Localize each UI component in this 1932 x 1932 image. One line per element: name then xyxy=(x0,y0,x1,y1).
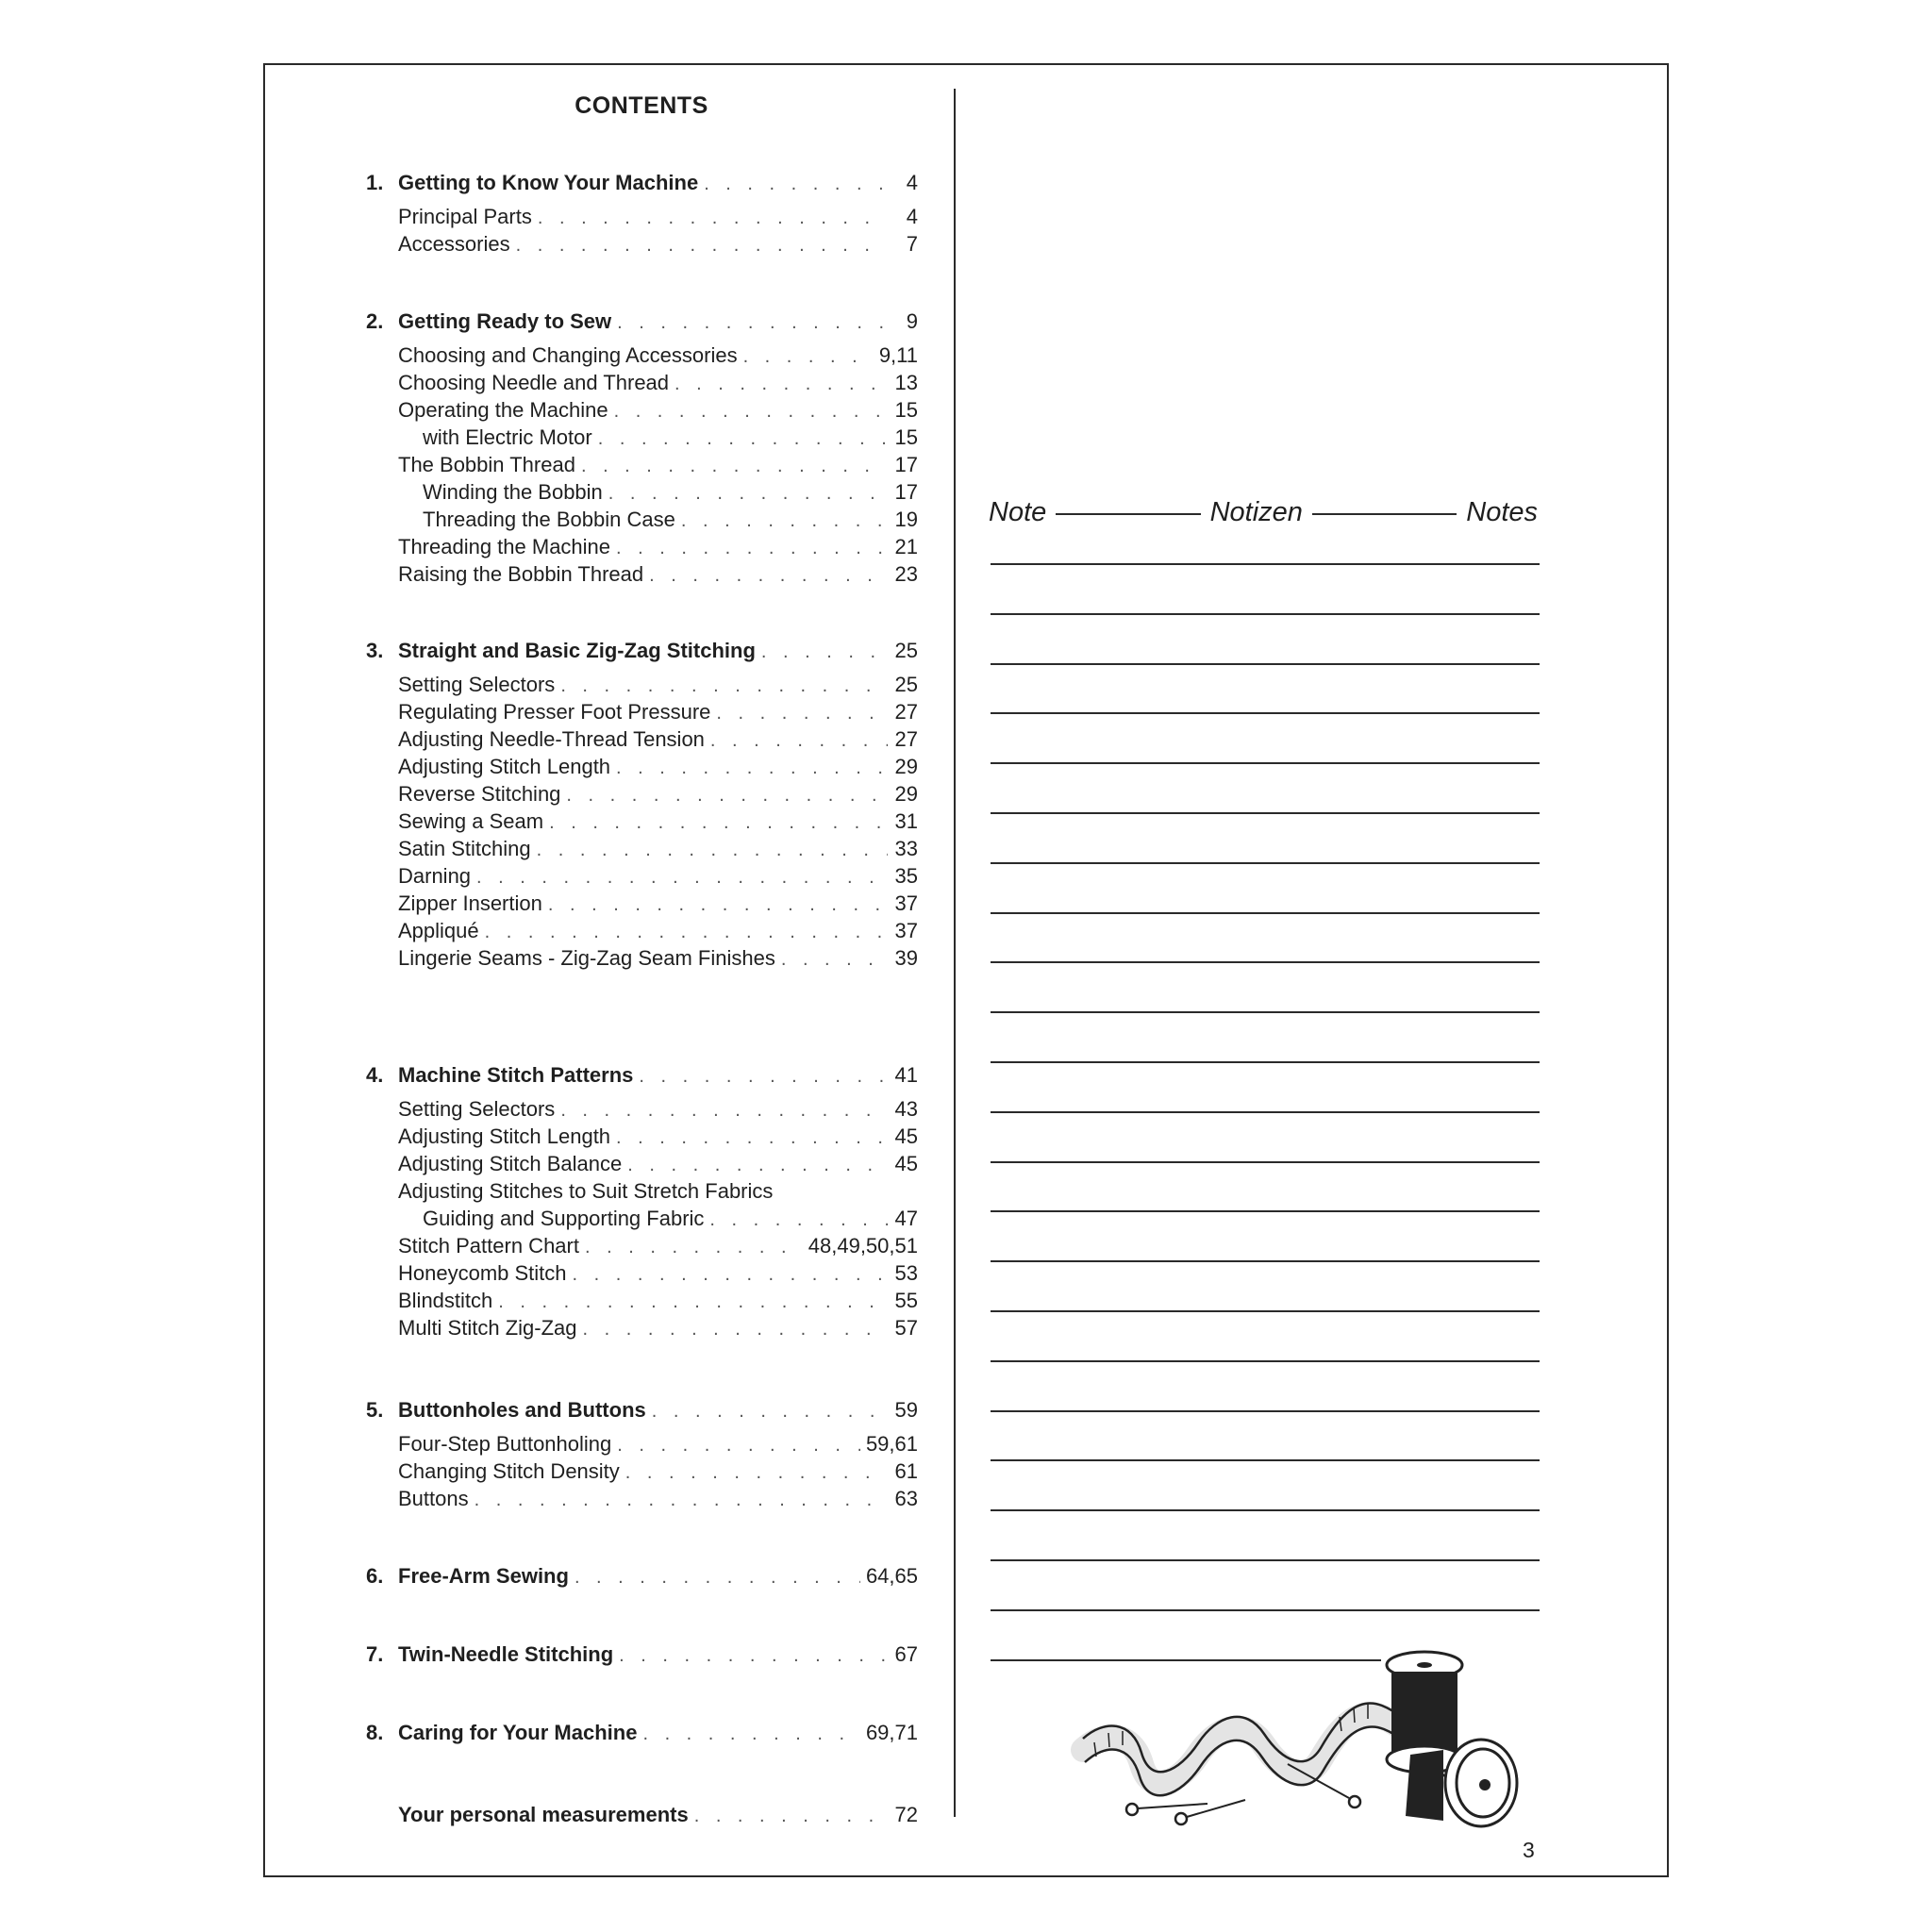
toc-subentry-title: Adjusting Needle-Thread Tension xyxy=(398,727,705,751)
toc-subentry xyxy=(366,808,918,836)
note-line xyxy=(991,1310,1540,1312)
column-divider xyxy=(954,89,956,1817)
toc-subentry xyxy=(366,698,918,726)
dot-leader xyxy=(575,1563,860,1591)
toc-chapter-title: Machine Stitch Patterns xyxy=(398,1063,634,1087)
toc-chapter-title: Caring for Your Machine xyxy=(398,1721,638,1744)
dot-leader xyxy=(627,1151,888,1179)
toc-subentry xyxy=(366,424,918,452)
toc-subentry-title: Adjusting Stitch Length xyxy=(398,755,611,778)
notes-label-fr: Notes xyxy=(1466,496,1539,527)
toc-subentry-title: Zipper Insertion xyxy=(398,891,542,915)
toc-subentry-title: Changing Stitch Density xyxy=(398,1459,620,1483)
dot-leader xyxy=(639,1062,888,1091)
toc-subentry xyxy=(366,1150,918,1178)
toc-subentry xyxy=(366,203,918,231)
toc-subentry-title: The Bobbin Thread xyxy=(398,453,575,476)
notes-heading xyxy=(989,493,1538,531)
toc-subentry-title: Four-Step Buttonholing xyxy=(398,1432,612,1456)
toc-page-number: 59 xyxy=(894,1398,918,1422)
dot-leader xyxy=(548,891,888,919)
toc-subentry xyxy=(366,890,918,918)
toc-chapter-title: Free-Arm Sewing xyxy=(398,1564,569,1588)
dot-leader xyxy=(598,425,888,453)
note-line xyxy=(991,1509,1540,1511)
toc-chapter-entry xyxy=(366,637,918,665)
note-line xyxy=(991,1061,1540,1063)
dot-leader xyxy=(710,726,888,755)
toc-page-number: 45 xyxy=(894,1152,918,1175)
dot-leader xyxy=(566,781,888,809)
note-line xyxy=(991,712,1540,714)
toc-page-number: 59,61 xyxy=(865,1432,918,1456)
toc-page-number: 17 xyxy=(894,480,918,504)
note-line xyxy=(991,1609,1540,1611)
note-line xyxy=(991,862,1540,864)
toc-page-number: 19 xyxy=(894,508,918,531)
toc-subentry-title: Blindstitch xyxy=(398,1289,493,1312)
note-line xyxy=(991,1559,1540,1561)
toc-subentry xyxy=(366,478,918,507)
dot-leader xyxy=(538,204,888,232)
note-line xyxy=(991,563,1540,565)
toc-page-number: 29 xyxy=(894,782,918,806)
dot-leader xyxy=(614,397,888,425)
toc-page-number: 17 xyxy=(894,453,918,476)
notes-label-de: Notizen xyxy=(1209,496,1303,527)
toc-subentry-title: Raising the Bobbin Thread xyxy=(398,562,644,586)
toc-subentry xyxy=(366,230,918,258)
dot-leader xyxy=(585,1233,803,1261)
toc-page-number: 55 xyxy=(894,1289,918,1312)
note-line xyxy=(991,1210,1540,1212)
toc-page-number: 29 xyxy=(894,755,918,778)
toc-page-number: 13 xyxy=(894,371,918,394)
note-line xyxy=(991,1161,1540,1163)
toc-subentry xyxy=(366,506,918,534)
dot-leader xyxy=(498,1288,888,1316)
toc-chapter-number: 6. xyxy=(366,1564,384,1588)
toc-subentry-title: Satin Stitching xyxy=(398,837,531,860)
dot-leader xyxy=(560,672,888,700)
toc-subentry xyxy=(366,1123,918,1151)
toc-subentry xyxy=(366,1457,918,1486)
toc-subentry xyxy=(366,396,918,425)
toc-chapter-number: 8. xyxy=(366,1721,384,1744)
toc-chapter-entry xyxy=(366,1061,918,1090)
dot-leader xyxy=(537,836,888,864)
page-number: 3 xyxy=(1523,1838,1535,1862)
toc-page-number: 15 xyxy=(894,425,918,449)
note-line xyxy=(991,762,1540,764)
dot-leader xyxy=(573,1260,888,1289)
toc-page-number: 41 xyxy=(894,1063,918,1087)
dot-leader xyxy=(617,308,888,337)
notes-label-en: Note xyxy=(989,496,1047,527)
table-of-contents xyxy=(366,0,918,1932)
note-line xyxy=(991,663,1540,665)
toc-page-number: 72 xyxy=(894,1803,918,1826)
toc-subentry xyxy=(366,917,918,945)
dot-leader xyxy=(681,507,888,535)
notes-heading-rule xyxy=(1312,513,1457,515)
notes-heading-rule xyxy=(1056,513,1200,515)
toc-page-number: 7 xyxy=(906,232,918,256)
toc-page-number: 64,65 xyxy=(865,1564,918,1588)
toc-subentry xyxy=(366,671,918,699)
toc-subentry xyxy=(366,1287,918,1315)
toc-page-number: 48,49,50,51 xyxy=(808,1234,918,1257)
dot-leader xyxy=(549,808,888,837)
toc-subentry xyxy=(366,451,918,479)
toc-subentry xyxy=(366,753,918,781)
toc-page-number: 21 xyxy=(894,535,918,558)
note-line xyxy=(991,1011,1540,1013)
dot-leader xyxy=(652,1397,888,1425)
toc-page-number: 27 xyxy=(894,727,918,751)
dot-leader xyxy=(608,479,888,508)
toc-page-number: 15 xyxy=(894,398,918,422)
toc-subentry-title: Threading the Machine xyxy=(398,535,611,558)
toc-page-number: 25 xyxy=(894,673,918,696)
toc-chapter-entry xyxy=(366,1641,918,1669)
toc-subentry-title: Principal Parts xyxy=(398,205,532,228)
dot-leader xyxy=(617,1431,860,1459)
toc-page-number: 39 xyxy=(894,946,918,970)
toc-subentry xyxy=(366,1095,918,1124)
toc-page-number: 9,11 xyxy=(878,343,918,367)
toc-chapter-number: 3. xyxy=(366,639,384,662)
toc-chapter-title: Your personal measurements xyxy=(398,1803,689,1826)
dot-leader xyxy=(743,342,874,371)
note-line xyxy=(991,912,1540,914)
dot-leader xyxy=(583,1315,889,1343)
toc-page-number: 37 xyxy=(894,891,918,915)
dot-leader xyxy=(704,170,888,198)
toc-chapter-title: Twin-Needle Stitching xyxy=(398,1642,614,1666)
toc-page-number: 4 xyxy=(906,205,918,228)
toc-subentry-title: Stitch Pattern Chart xyxy=(398,1234,579,1257)
toc-subentry-title: Threading the Bobbin Case xyxy=(423,508,675,531)
note-line xyxy=(991,1459,1540,1461)
toc-subentry-title: Adjusting Stitch Balance xyxy=(398,1152,623,1175)
dot-leader xyxy=(709,1206,888,1234)
toc-subentry-title: Setting Selectors xyxy=(398,673,556,696)
thread-spool-tape-measure-illustration xyxy=(1066,1641,1557,1830)
toc-chapter-number: 2. xyxy=(366,309,384,333)
toc-subentry xyxy=(366,369,918,397)
toc-chapter-title: Getting Ready to Sew xyxy=(398,309,612,333)
toc-page-number: 69,71 xyxy=(865,1721,918,1744)
toc-chapter-entry xyxy=(366,1719,918,1747)
note-line xyxy=(991,1360,1540,1362)
toc-subentry xyxy=(366,1259,918,1288)
dot-leader xyxy=(560,1096,888,1124)
toc-subentry-title: Reverse Stitching xyxy=(398,782,561,806)
note-line xyxy=(991,812,1540,814)
toc-page-number: 57 xyxy=(894,1316,918,1340)
toc-subentry-title: Winding the Bobbin xyxy=(423,480,603,504)
toc-subentry xyxy=(366,725,918,754)
toc-chapter-entry xyxy=(366,1562,918,1591)
dot-leader xyxy=(616,754,888,782)
toc-chapter-title: Getting to Know Your Machine xyxy=(398,171,699,194)
toc-subentry-title: Appliqué xyxy=(398,919,479,942)
note-line xyxy=(991,1111,1540,1113)
toc-subentry-title: Darning xyxy=(398,864,472,888)
toc-subentry-title: Adjusting Stitches to Suit Stretch Fabrics xyxy=(398,1179,774,1203)
toc-chapter-number: 7. xyxy=(366,1642,384,1666)
note-line xyxy=(991,1260,1540,1262)
toc-subentry xyxy=(366,533,918,561)
toc-subentry xyxy=(366,862,918,891)
dot-leader xyxy=(649,561,888,590)
toc-subentry-title: Honeycomb Stitch xyxy=(398,1261,567,1285)
toc-page-number: 23 xyxy=(894,562,918,586)
toc-page-number: 67 xyxy=(894,1642,918,1666)
toc-subentry-title: Regulating Presser Foot Pressure xyxy=(398,700,711,724)
toc-chapter-title: Straight and Basic Zig-Zag Stitching xyxy=(398,639,756,662)
toc-subentry-title: Setting Selectors xyxy=(398,1097,556,1121)
dot-leader xyxy=(616,1124,888,1152)
toc-subentry-title: Choosing Needle and Thread xyxy=(398,371,670,394)
toc-chapter-entry xyxy=(366,169,918,197)
toc-subentry xyxy=(366,1232,918,1260)
dot-leader xyxy=(625,1458,888,1487)
dot-leader xyxy=(485,918,888,946)
toc-subentry xyxy=(366,835,918,863)
dot-leader xyxy=(476,863,888,891)
note-line xyxy=(991,613,1540,615)
toc-subentry-title: with Electric Motor xyxy=(423,425,592,449)
toc-subentry-title: Choosing and Changing Accessories xyxy=(398,343,738,367)
dot-leader xyxy=(694,1802,888,1830)
toc-page-number: 9 xyxy=(906,309,918,333)
dot-leader xyxy=(475,1486,888,1514)
toc-subentry-title: Buttons xyxy=(398,1487,469,1510)
toc-chapter-number: 4. xyxy=(366,1063,384,1087)
dot-leader xyxy=(642,1720,859,1748)
toc-chapter-title: Buttonholes and Buttons xyxy=(398,1398,646,1422)
toc-subentry-title: Adjusting Stitch Length xyxy=(398,1124,611,1148)
toc-subentry xyxy=(366,560,918,589)
toc-chapter-entry xyxy=(366,1801,918,1829)
toc-subentry-title: Operating the Machine xyxy=(398,398,608,422)
dot-leader xyxy=(675,370,888,398)
toc-page-number: 53 xyxy=(894,1261,918,1285)
toc-page-number: 4 xyxy=(906,171,918,194)
toc-subentry xyxy=(366,341,918,370)
toc-page-number: 61 xyxy=(894,1459,918,1483)
dot-leader xyxy=(516,231,888,259)
dot-leader xyxy=(616,534,888,562)
dot-leader xyxy=(761,638,888,666)
toc-subentry xyxy=(366,780,918,808)
note-line xyxy=(991,961,1540,963)
toc-subentry xyxy=(366,1314,918,1342)
dot-leader xyxy=(619,1641,888,1670)
toc-subentry-title: Multi Stitch Zig-Zag xyxy=(398,1316,577,1340)
dot-leader xyxy=(581,452,888,480)
toc-page-number: 47 xyxy=(894,1207,918,1230)
toc-page-number: 31 xyxy=(894,809,918,833)
toc-subentry xyxy=(366,1177,918,1206)
toc-page-number: 33 xyxy=(894,837,918,860)
dot-leader xyxy=(781,945,888,974)
toc-chapter-entry xyxy=(366,1396,918,1424)
toc-subentry xyxy=(366,1205,918,1233)
toc-chapter-entry xyxy=(366,308,918,336)
toc-chapter-number: 1. xyxy=(366,171,384,194)
toc-page-number: 27 xyxy=(894,700,918,724)
toc-subentry-title: Sewing a Seam xyxy=(398,809,544,833)
toc-page-number: 63 xyxy=(894,1487,918,1510)
toc-subentry xyxy=(366,1430,918,1458)
toc-subentry-title: Lingerie Seams - Zig-Zag Seam Finishes xyxy=(398,946,775,970)
dot-leader xyxy=(716,699,888,727)
note-line xyxy=(991,1410,1540,1412)
toc-page-number: 45 xyxy=(894,1124,918,1148)
toc-subentry xyxy=(366,1485,918,1513)
toc-subentry-title: Guiding and Supporting Fabric xyxy=(423,1207,705,1230)
toc-page-number: 37 xyxy=(894,919,918,942)
toc-subentry xyxy=(366,944,918,973)
toc-page-number: 25 xyxy=(894,639,918,662)
contents-title: CONTENTS xyxy=(575,92,708,119)
toc-chapter-number: 5. xyxy=(366,1398,384,1422)
toc-page-number: 43 xyxy=(894,1097,918,1121)
toc-subentry-title: Accessories xyxy=(398,232,510,256)
toc-page-number: 35 xyxy=(894,864,918,888)
